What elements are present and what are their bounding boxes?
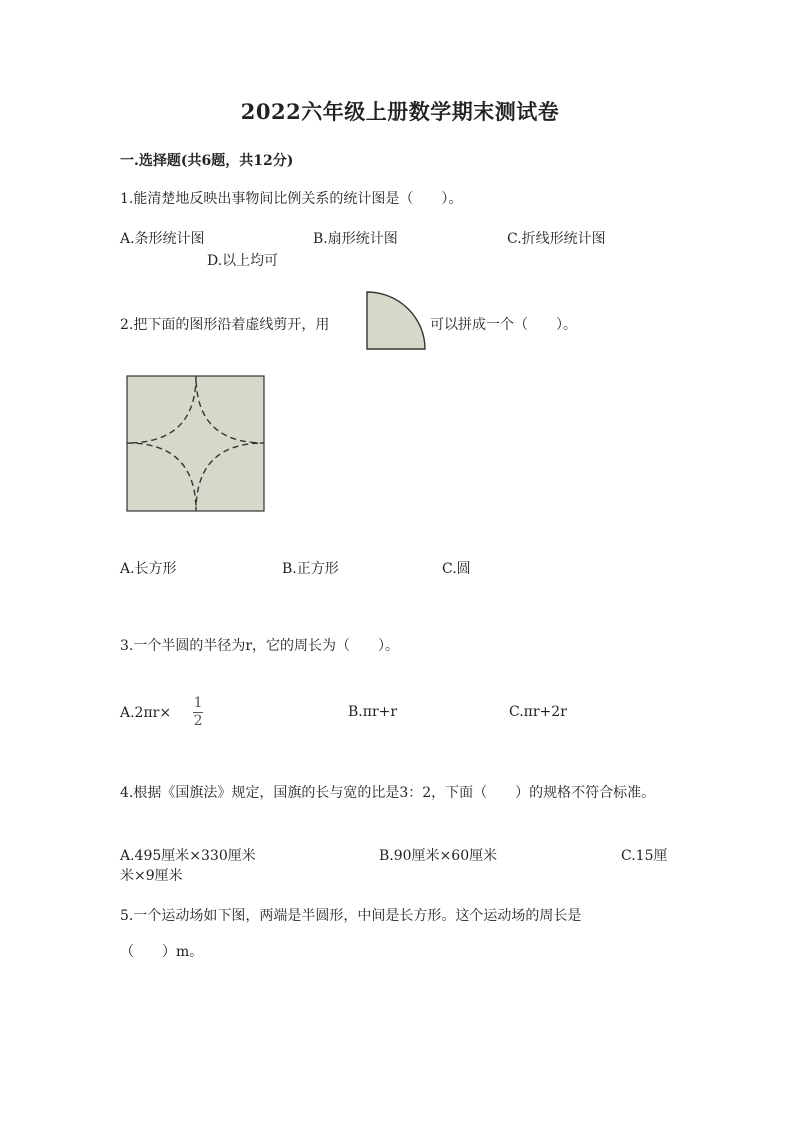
question-5-text-line2: （ ）m。	[120, 944, 204, 960]
square-dashed-figure	[126, 375, 266, 513]
question-2-option-b: B.正方形	[282, 561, 339, 577]
question-3-text: 3.一个半圆的半径为r，它的周长为（ ）。	[120, 638, 400, 654]
question-3-option-c: C.πr+2r	[509, 704, 567, 720]
fraction-numerator: 1	[193, 695, 203, 711]
question-1-option-d: D.以上均可	[207, 253, 279, 269]
question-4-option-a: A.495厘米×330厘米	[120, 848, 256, 864]
section-heading: 一.选择题(共6题，共12分)	[120, 153, 294, 169]
question-4-text: 4.根据《国旗法》规定，国旗的长与宽的比是3：2，下面（ ）的规格不符合标准。	[120, 785, 656, 801]
question-4-option-c: C.15厘	[621, 848, 668, 864]
question-4-option-b: B.90厘米×60厘米	[379, 848, 498, 864]
question-2-text-after: 可以拼成一个（ ）。	[430, 317, 577, 333]
question-3-option-b: B.πr+r	[348, 704, 398, 720]
question-4-option-c-continued: 米×9厘米	[120, 868, 183, 884]
question-3-option-a	[120, 696, 203, 729]
question-5-text: 5.一个运动场如下图，两端是半圆形，中间是长方形。这个运动场的周长是	[120, 908, 582, 924]
question-1-option-b: B.扇形统计图	[313, 231, 398, 247]
question-2-option-a: A.长方形	[120, 561, 177, 577]
fraction-denominator: 2	[193, 713, 203, 729]
question-1-text: 1.能清楚地反映出事物间比例关系的统计图是（ ）。	[120, 191, 463, 207]
page-title: 2022六年级上册数学期末测试卷	[240, 99, 560, 124]
quarter-circle-figure	[364, 290, 428, 352]
question-1-option-c: C.折线形统计图	[507, 231, 606, 247]
fraction-one-half	[193, 696, 203, 729]
question-2-text-before: 2.把下面的图形沿着虚线剪开，用	[120, 317, 330, 333]
question-3-option-a-label: A.2πr×	[120, 704, 172, 721]
question-1-option-a: A.条形统计图	[120, 231, 205, 247]
question-2-option-c: C.圆	[442, 561, 471, 577]
